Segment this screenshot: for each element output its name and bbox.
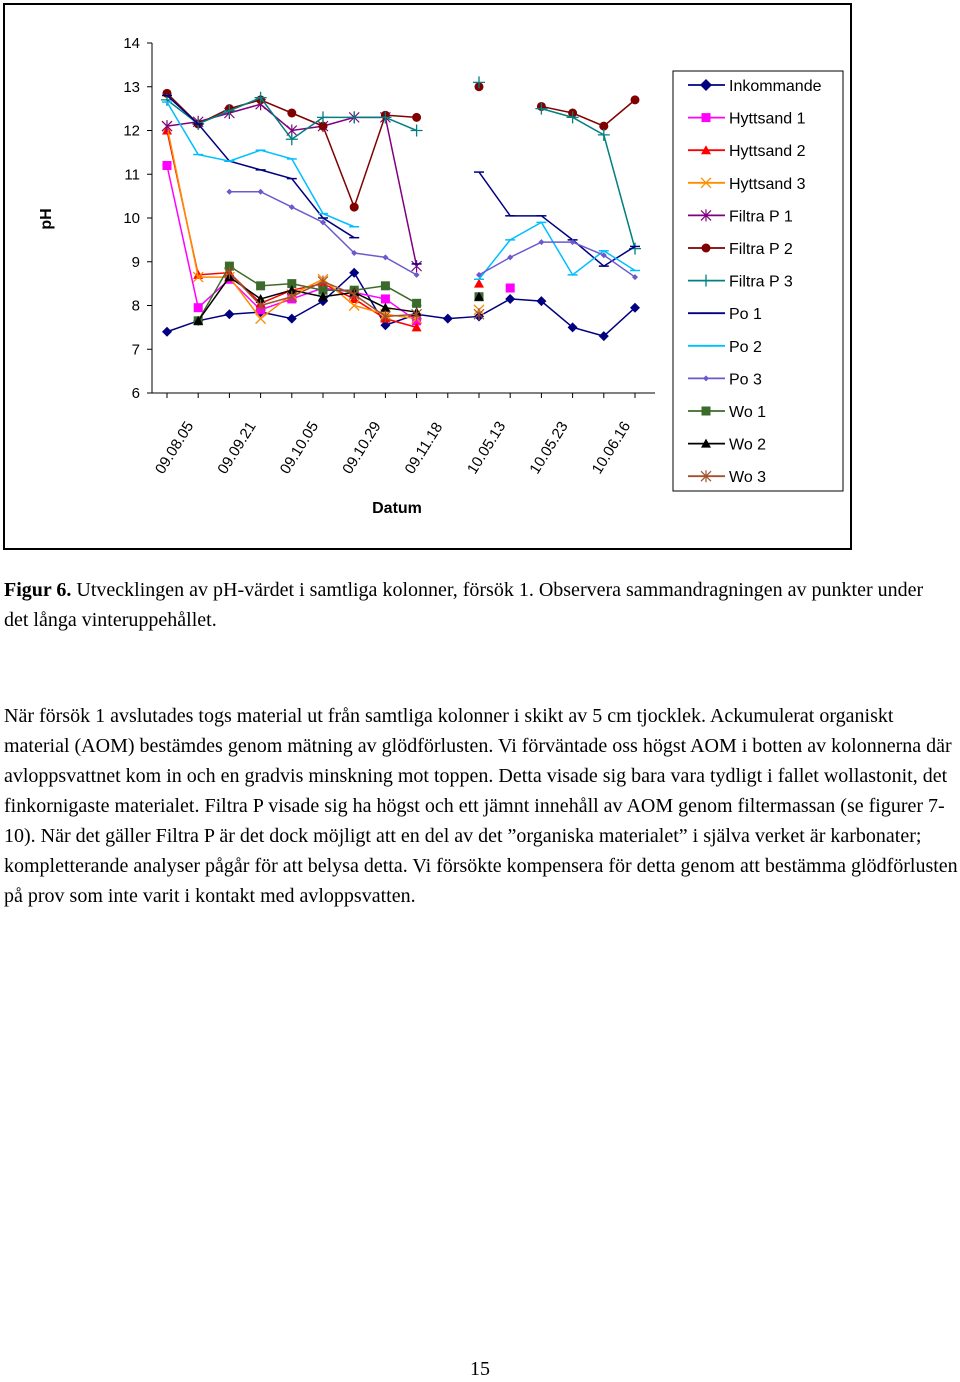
y-axis-title: pH <box>38 208 55 230</box>
y-tick-label: 11 <box>124 166 140 184</box>
x-tick-label: 09.10.05 <box>276 418 323 478</box>
data-point <box>226 189 232 195</box>
data-point <box>538 239 544 245</box>
legend-label: Hyttsand 3 <box>729 175 806 193</box>
x-tick-label: 10.05.13 <box>463 418 510 478</box>
y-tick-label: 14 <box>123 35 140 52</box>
data-point <box>412 113 421 122</box>
data-point <box>412 299 421 308</box>
legend-label: Hyttsand 1 <box>729 110 806 128</box>
data-point <box>507 254 513 260</box>
x-tick-label: 09.09.21 <box>214 418 260 478</box>
data-point <box>382 254 388 260</box>
data-point <box>287 314 297 324</box>
legend-label: Wo 2 <box>729 436 767 454</box>
body-paragraph: När försök 1 avslutades togs material ut från samtliga kolonner i skikt av 5 cm tjocklek. Ackumulerat organiskt material (AOM) bestämdes genom mätning av glödförlusten. Vi förväntade oss högst AOM i botten av kolonnerna där avloppsvattnet kom in och en gradvis minskning mot toppen. Detta visade sig bara vara tydligt i fallet wollastonit, det finkornigaste materialet. Filtra P visade sig ha högst och ett jämnt innehåll av AOM genom filtermassan (se figurer 7-10). När det gäller Filtra P är det dock möjligt att en del av det ”organiska materialet” i själva verket är karbonater; kompletterande analyser pågår för att belysa detta. Vi försökte kompensera för detta genom att bestämma glödförlusten på prov som inte varit i kontakt med avloppsvatten. <box>4 705 958 907</box>
legend-label: Hyttsand 2 <box>729 143 806 161</box>
y-tick-label: 9 <box>131 253 140 271</box>
data-point <box>194 303 203 312</box>
y-tick-label: 8 <box>131 297 140 315</box>
x-tick-label: 10.06.16 <box>588 418 635 478</box>
series-line <box>229 192 416 275</box>
series-line <box>479 172 635 266</box>
data-point <box>223 105 235 117</box>
series-line <box>541 109 635 249</box>
data-point <box>381 281 390 290</box>
y-tick-label: 7 <box>131 341 140 359</box>
page-number: 15 <box>470 1358 490 1380</box>
data-point <box>411 125 423 137</box>
data-point <box>381 294 390 303</box>
y-tick-label: 12 <box>123 122 140 140</box>
legend-label: Wo 1 <box>729 404 767 421</box>
data-point <box>289 204 295 210</box>
data-point <box>256 281 265 290</box>
ph-line-chart <box>5 5 850 548</box>
legend-label: Po 2 <box>729 338 762 356</box>
data-point <box>535 103 547 115</box>
data-point <box>702 244 711 253</box>
x-tick-label: 09.08.05 <box>151 418 198 478</box>
data-point <box>443 314 453 324</box>
data-point <box>350 203 359 212</box>
chart-frame <box>3 3 852 550</box>
data-point <box>598 129 610 141</box>
legend-label: Po 1 <box>729 306 762 324</box>
data-point <box>414 272 420 278</box>
y-tick-label: 13 <box>123 78 140 96</box>
data-point <box>380 303 390 312</box>
data-point <box>224 309 234 319</box>
data-point <box>631 95 640 104</box>
legend-label: Filtra P 1 <box>729 208 793 226</box>
legend-label: Filtra P 3 <box>729 273 793 291</box>
figure-caption-text: Utvecklingen av pH-värdet i samtliga kolonner, försök 1. Observera sammandragningen av punkter under det långa vinteruppehållet. <box>4 579 924 631</box>
y-tick-label: 6 <box>131 385 140 402</box>
data-point <box>287 109 296 118</box>
figure-caption <box>4 575 944 635</box>
data-point <box>505 294 515 304</box>
data-point <box>702 113 711 122</box>
legend-label: Inkommande <box>729 78 822 95</box>
x-tick-label: 10.05.23 <box>526 418 572 478</box>
x-tick-label: 09.10.29 <box>339 418 385 478</box>
series-line <box>479 222 635 279</box>
data-point <box>506 284 515 293</box>
data-point <box>162 327 172 337</box>
figure-caption-label: Figur 6. <box>4 579 72 601</box>
data-point <box>412 260 422 272</box>
data-point <box>258 189 264 195</box>
data-point <box>702 407 711 416</box>
data-point <box>163 161 172 170</box>
x-axis-title: Datum <box>372 500 422 517</box>
legend-label: Po 3 <box>729 371 762 389</box>
legend-label: Wo 3 <box>729 469 767 487</box>
y-tick-label: 10 <box>123 210 140 227</box>
legend-label: Filtra P 2 <box>729 241 793 258</box>
x-tick-label: 09.11.18 <box>401 419 447 478</box>
